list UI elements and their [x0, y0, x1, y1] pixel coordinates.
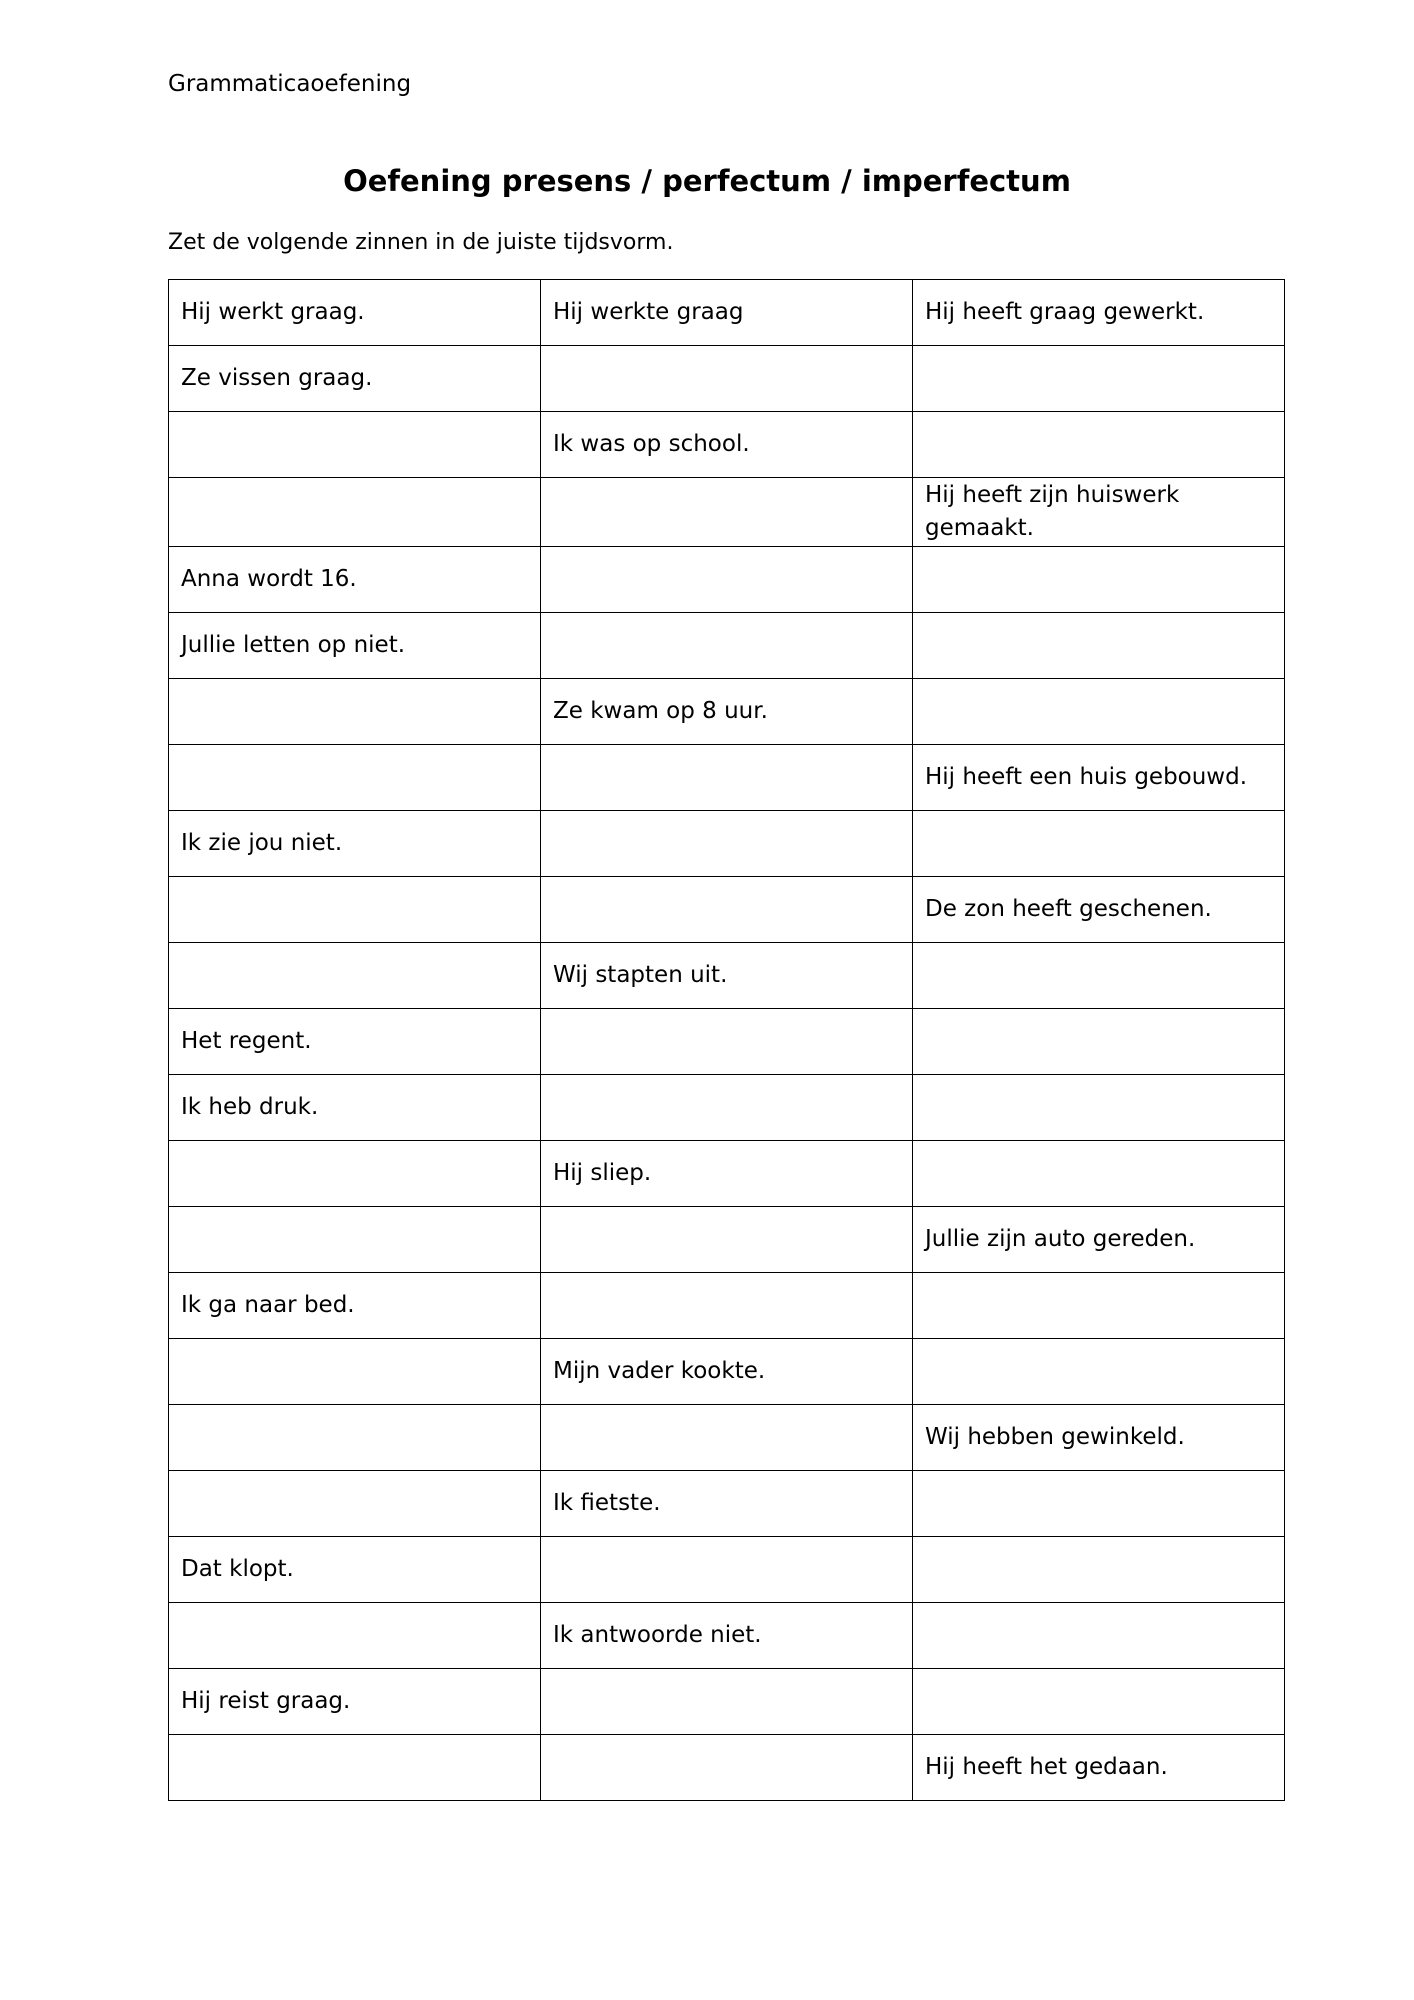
table-cell-perfectum — [913, 1537, 1285, 1603]
exercise-table — [168, 279, 1285, 1801]
table-cell-imperfectum — [541, 547, 913, 613]
table-cell-perfectum — [913, 613, 1285, 679]
table-cell-perfectum — [913, 412, 1285, 478]
table-cell-imperfectum: Ik was op school. — [541, 412, 913, 478]
table-cell-imperfectum — [541, 811, 913, 877]
table-cell-imperfectum — [541, 1537, 913, 1603]
table-row — [169, 280, 1285, 346]
table-cell-presens: Jullie letten op niet. — [169, 613, 541, 679]
table-row — [169, 1669, 1285, 1735]
table-cell-perfectum: Jullie zijn auto gereden. — [913, 1207, 1285, 1273]
table-cell-imperfectum: Hij werkte graag — [541, 280, 913, 346]
table-cell-imperfectum: Ik fietste. — [541, 1471, 913, 1537]
table-cell-perfectum — [913, 811, 1285, 877]
table-row — [169, 1471, 1285, 1537]
table-cell-presens — [169, 1471, 541, 1537]
table-cell-imperfectum — [541, 478, 913, 547]
table-cell-presens: Dat klopt. — [169, 1537, 541, 1603]
table-cell-imperfectum: Ze kwam op 8 uur. — [541, 679, 913, 745]
table-cell-perfectum: Hij heeft een huis gebouwd. — [913, 745, 1285, 811]
table-cell-perfectum: Wij hebben gewinkeld. — [913, 1405, 1285, 1471]
table-cell-imperfectum — [541, 877, 913, 943]
table-row — [169, 412, 1285, 478]
table-row — [169, 1207, 1285, 1273]
table-cell-perfectum — [913, 943, 1285, 1009]
table-row — [169, 1603, 1285, 1669]
table-cell-perfectum — [913, 1009, 1285, 1075]
table-row — [169, 478, 1285, 547]
table-cell-imperfectum: Ik antwoorde niet. — [541, 1603, 913, 1669]
table-row — [169, 1273, 1285, 1339]
table-cell-imperfectum: Mijn vader kookte. — [541, 1339, 913, 1405]
table-cell-imperfectum — [541, 346, 913, 412]
table-cell-perfectum — [913, 346, 1285, 412]
table-cell-presens: Het regent. — [169, 1009, 541, 1075]
table-row — [169, 679, 1285, 745]
table-cell-presens — [169, 1141, 541, 1207]
table-cell-presens: Ik ga naar bed. — [169, 1273, 541, 1339]
table-row — [169, 613, 1285, 679]
table-row — [169, 1339, 1285, 1405]
document-header: Grammaticaoefening — [168, 71, 412, 97]
table-cell-imperfectum — [541, 1405, 913, 1471]
table-row — [169, 811, 1285, 877]
table-cell-presens: Ik zie jou niet. — [169, 811, 541, 877]
table-row — [169, 745, 1285, 811]
table-row — [169, 1141, 1285, 1207]
table-cell-presens: Anna wordt 16. — [169, 547, 541, 613]
table-cell-perfectum — [913, 1339, 1285, 1405]
exercise-table-body — [169, 280, 1285, 1801]
table-cell-presens — [169, 943, 541, 1009]
table-cell-presens — [169, 1405, 541, 1471]
table-cell-perfectum: Hij heeft het gedaan. — [913, 1735, 1285, 1801]
table-row — [169, 1075, 1285, 1141]
table-cell-imperfectum — [541, 1207, 913, 1273]
table-cell-presens — [169, 412, 541, 478]
table-cell-perfectum — [913, 1669, 1285, 1735]
table-cell-presens: Hij reist graag. — [169, 1669, 541, 1735]
table-cell-imperfectum — [541, 1009, 913, 1075]
table-row — [169, 547, 1285, 613]
table-cell-perfectum — [913, 1141, 1285, 1207]
table-row — [169, 1537, 1285, 1603]
table-row — [169, 346, 1285, 412]
table-cell-perfectum: De zon heeft geschenen. — [913, 877, 1285, 943]
table-row — [169, 1735, 1285, 1801]
table-cell-presens — [169, 679, 541, 745]
table-cell-presens — [169, 478, 541, 547]
table-row — [169, 1009, 1285, 1075]
table-cell-perfectum — [913, 1075, 1285, 1141]
table-cell-presens: Hij werkt graag. — [169, 280, 541, 346]
page-title: Oefening presens / perfectum / imperfectum — [343, 164, 1071, 198]
table-cell-imperfectum — [541, 1735, 913, 1801]
table-cell-imperfectum — [541, 1669, 913, 1735]
table-cell-imperfectum — [541, 1273, 913, 1339]
table-cell-perfectum — [913, 679, 1285, 745]
table-cell-presens: Ik heb druk. — [169, 1075, 541, 1141]
table-row — [169, 877, 1285, 943]
table-cell-imperfectum — [541, 745, 913, 811]
table-cell-presens — [169, 1339, 541, 1405]
table-cell-imperfectum — [541, 613, 913, 679]
table-cell-perfectum — [913, 1471, 1285, 1537]
table-row — [169, 1405, 1285, 1471]
table-cell-imperfectum — [541, 1075, 913, 1141]
table-cell-perfectum — [913, 547, 1285, 613]
table-cell-presens — [169, 877, 541, 943]
table-cell-presens — [169, 1603, 541, 1669]
table-cell-perfectum: Hij heeft zijn huiswerk gemaakt. — [913, 478, 1285, 547]
table-cell-presens: Ze vissen graag. — [169, 346, 541, 412]
instruction-text: Zet de volgende zinnen in de juiste tijdsvorm. — [168, 230, 674, 255]
table-cell-imperfectum: Wij stapten uit. — [541, 943, 913, 1009]
table-cell-perfectum — [913, 1603, 1285, 1669]
table-cell-perfectum: Hij heeft graag gewerkt. — [913, 280, 1285, 346]
table-cell-presens — [169, 745, 541, 811]
table-row — [169, 943, 1285, 1009]
table-cell-perfectum — [913, 1273, 1285, 1339]
table-cell-imperfectum: Hij sliep. — [541, 1141, 913, 1207]
table-cell-presens — [169, 1735, 541, 1801]
table-cell-presens — [169, 1207, 541, 1273]
